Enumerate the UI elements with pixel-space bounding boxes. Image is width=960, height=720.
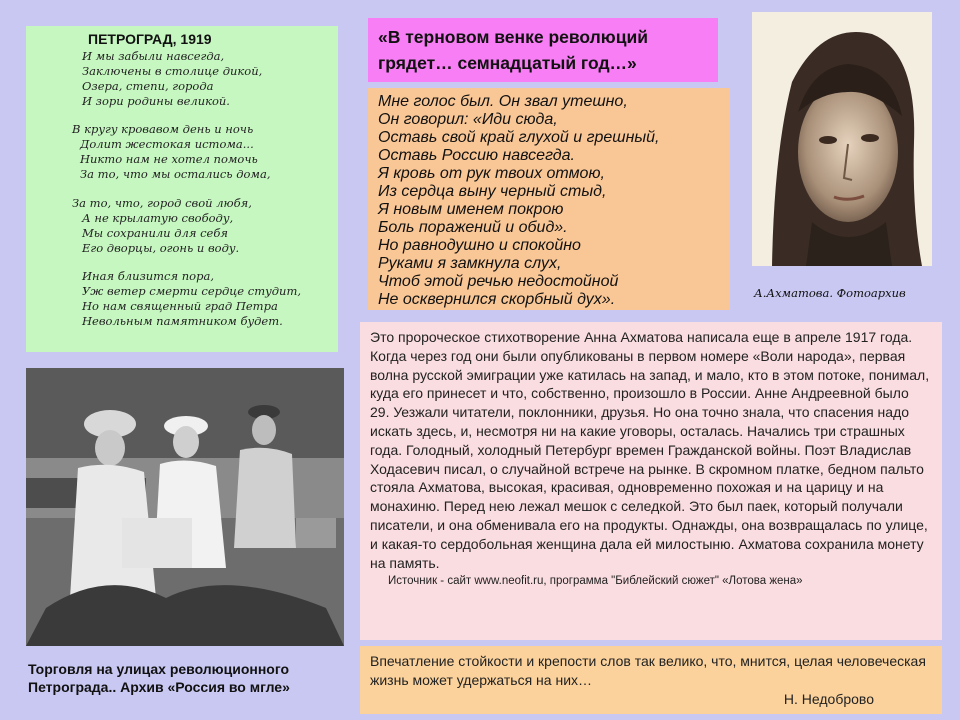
verse-line: Оставь свой край глухой и грешный, bbox=[378, 129, 660, 146]
poem-line: И зори родины великой. bbox=[82, 94, 230, 108]
poem-line: За то, что мы остались дома, bbox=[80, 167, 271, 181]
verse-line: Не осквернился скорбный дух». bbox=[378, 291, 616, 308]
poem-line: Иная близится пора, bbox=[82, 269, 214, 283]
poem-box bbox=[26, 26, 338, 352]
verse-line: Мне голос был. Он звал утешно, bbox=[378, 93, 628, 110]
market-caption bbox=[28, 660, 348, 696]
portrait-photo bbox=[752, 12, 932, 266]
headline-box bbox=[368, 18, 718, 82]
verse-line: Но равнодушно и спокойно bbox=[378, 237, 581, 254]
verse-line: Из сердца выну черный стыд, bbox=[378, 183, 607, 200]
essay-box bbox=[360, 322, 942, 640]
headline-line: грядет… семнадцатый год…» bbox=[378, 53, 637, 73]
impression-author: Н. Недоброво bbox=[783, 691, 874, 707]
market-caption-line: Торговля на улицах революционного bbox=[28, 661, 290, 677]
verse-box bbox=[368, 88, 730, 310]
verse-line: Оставь Россию навсегда. bbox=[378, 147, 575, 164]
poem-stanza bbox=[82, 49, 328, 109]
impression-box bbox=[360, 646, 942, 714]
poem-line: И мы забыли навсегда, bbox=[82, 49, 225, 63]
essay-source: Источник - сайт www.neofit.ru, программа "Библейский сюжет" «Лотова жена» bbox=[388, 575, 803, 588]
verse-line: Я кровь от рук твоих отмою, bbox=[378, 165, 605, 182]
portrait-caption: А.Ахматова. Фотоархив bbox=[754, 286, 906, 300]
market-caption-line: Петрограда.. Архив «Россия во мгле» bbox=[28, 679, 290, 695]
market-photo bbox=[26, 368, 344, 646]
poem-line: Заключены в столице дикой, bbox=[82, 64, 263, 78]
poem-line: Его дворцы, огонь и воду. bbox=[82, 241, 240, 255]
poem-line: В кругу кровавом день и ночь bbox=[72, 122, 254, 136]
poem-line: Никто нам не хотел помочь bbox=[80, 152, 258, 166]
headline-line: «В терновом венке революций bbox=[378, 27, 649, 47]
poem-line: Мы сохранили для себя bbox=[82, 226, 228, 240]
market-image bbox=[26, 368, 344, 646]
poem-stanza bbox=[72, 122, 328, 182]
poem-line: Невольным памятником будет. bbox=[82, 314, 283, 328]
poem-line: А не крылатую свободу, bbox=[82, 211, 234, 225]
essay-text: Это пророческое стихотворение Анна Ахматова написала еще в апреле 1917 года. Когда через год они были опубликованы в первом номере «Воли народа», первая волна русской эмиграции уже катилась на запад, и мало, кто в этом потоке, понимал, куда его принесет и что, собственно, произошло в России. Анне Андреевной было 29. Уезжали читатели, поклонники, друзья. Но она точно знала, что спасения надо искать здесь, и, несмотря ни на какие уговоры, осталась. Начались три страшных года. Голодный, холодный Петербург времен Гражданской войны. Поэт Владислав Ходасевич писал, о случайной встрече на рынке. В скромном платке, бедном пальто стояла Ахматова, высокая, красивая, одновременно похожая и на царицу и на монахиню. Перед нею лежал мешок с селедкой. Это был паек, который получали писатели, и она обменивала его на продукты. Однажды, она возвращалась по улице, и какая-то сердобольная женщина дала ей милостыню. Ахматова сохранила монету на память. bbox=[370, 329, 930, 571]
poem-line: Уж ветер смерти сердце студит, bbox=[82, 284, 302, 298]
poem-stanza bbox=[72, 196, 328, 256]
impression-text: Впечатление стойкости и крепости слов так велико, что, мнится, целая человеческая жизнь может удержаться на них… bbox=[370, 653, 926, 688]
verse-line: Чтоб этой речью недостойной bbox=[378, 273, 619, 290]
poem-line: Озера, степи, города bbox=[82, 79, 214, 93]
poem-title: ПЕТРОГРАД, 1919 bbox=[88, 31, 212, 47]
verse-line: Руками я замкнула слух, bbox=[378, 255, 562, 272]
poem-line: За то, что, город свой любя, bbox=[72, 196, 252, 210]
verse-line: Я новым именем покрою bbox=[378, 201, 564, 218]
poem-stanza bbox=[82, 269, 328, 329]
verse-line: Он говорил: «Иди сюда, bbox=[378, 111, 558, 128]
verse-line: Боль поражений и обид». bbox=[378, 219, 568, 236]
portrait-image bbox=[752, 12, 932, 266]
poem-line: Но нам священный град Петра bbox=[82, 299, 278, 313]
poem-line: Долит жестокая истома... bbox=[80, 137, 254, 151]
